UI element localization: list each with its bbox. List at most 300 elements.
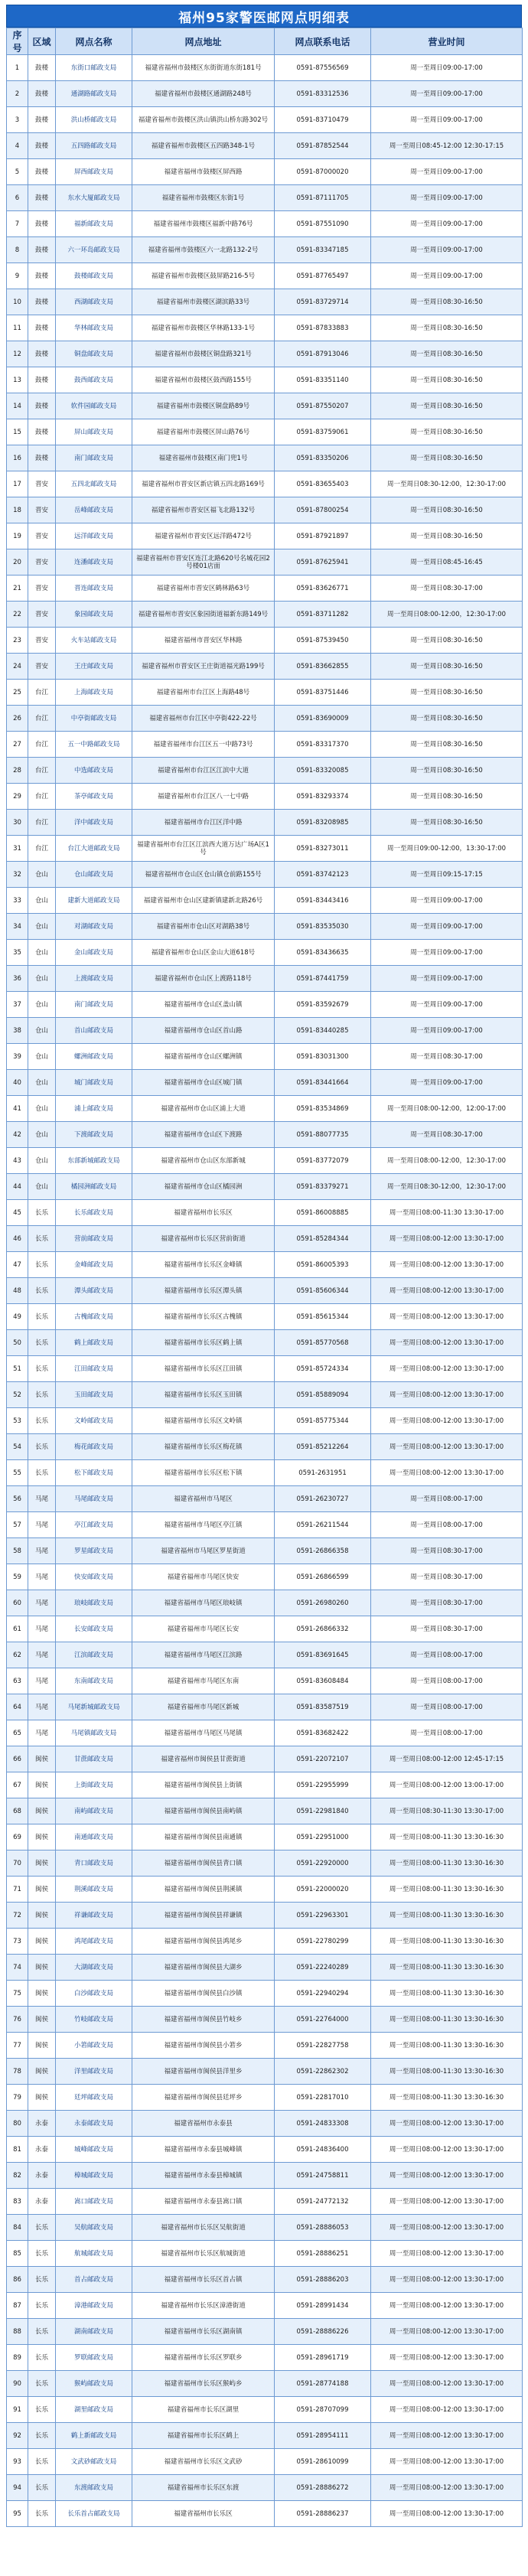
cell-hours: 周一至周日08:00-12:00 13:30-17:00 <box>371 2371 523 2397</box>
cell-district: 闽侯 <box>28 1903 56 1929</box>
cell-outlet-name: 竹岐邮政支局 <box>56 2007 132 2033</box>
cell-hours: 周一至周日08:00-12:00 13:30-17:00 <box>371 2215 523 2241</box>
cell-phone: 0591-86008885 <box>275 1200 371 1226</box>
cell-district: 鼓楼 <box>28 367 56 393</box>
cell-phone: 0591-86005393 <box>275 1252 371 1278</box>
cell-phone: 0591-83317370 <box>275 732 371 758</box>
cell-phone: 0591-83440285 <box>275 1018 371 1044</box>
cell-district: 闽侯 <box>28 1955 56 1981</box>
cell-outlet-name: 西湖邮政支局 <box>56 289 132 315</box>
cell-address: 福建省福州市闽侯县上街镇 <box>132 1772 275 1798</box>
cell-district: 鼓楼 <box>28 107 56 133</box>
cell-phone: 0591-83608484 <box>275 1668 371 1694</box>
cell-index: 79 <box>7 2085 28 2111</box>
cell-outlet-name: 荆溪邮政支局 <box>56 1877 132 1903</box>
cell-outlet-name: 湖里邮政支局 <box>56 2397 132 2423</box>
cell-hours: 周一至周日08:30-17:00 <box>371 1122 523 1148</box>
cell-phone: 0591-28886272 <box>275 2475 371 2501</box>
table-row <box>7 576 523 602</box>
cell-outlet-name: 中亭街邮政支局 <box>56 706 132 732</box>
cell-index: 55 <box>7 1460 28 1486</box>
cell-hours: 周一至周日09:00-17:00 <box>371 237 523 263</box>
cell-address: 福建省福州市马尾区长安 <box>132 1616 275 1642</box>
cell-outlet-name: 南通邮政支局 <box>56 1824 132 1850</box>
cell-hours: 周一至周日08:00-11:30 13:30-16:30 <box>371 1903 523 1929</box>
cell-address: 福建省福州市长乐区猴屿乡 <box>132 2371 275 2397</box>
cell-outlet-name: 浦上邮政支局 <box>56 1096 132 1122</box>
cell-address: 福建省福州市仓山区上渡路118号 <box>132 966 275 992</box>
table-row <box>7 133 523 159</box>
cell-hours: 周一至周日08:00-12:00 13:30-17:00 <box>371 1278 523 1304</box>
cell-outlet-name: 祥谦邮政支局 <box>56 1903 132 1929</box>
table-row <box>7 1408 523 1434</box>
cell-outlet-name: 甘蔗邮政支局 <box>56 1746 132 1772</box>
cell-index: 7 <box>7 211 28 237</box>
cell-index: 15 <box>7 419 28 445</box>
cell-phone: 0591-22862302 <box>275 2059 371 2085</box>
cell-index: 75 <box>7 1981 28 2007</box>
table-row <box>7 602 523 628</box>
cell-phone: 0591-85615344 <box>275 1304 371 1330</box>
cell-district: 鼓楼 <box>28 393 56 419</box>
cell-hours: 周一至周日08:30-16:50 <box>371 497 523 523</box>
table-row <box>7 2501 523 2527</box>
cell-phone: 0591-83662855 <box>275 654 371 680</box>
table-body <box>7 55 523 2527</box>
cell-phone: 0591-83710479 <box>275 107 371 133</box>
cell-index: 52 <box>7 1382 28 1408</box>
cell-hours: 周一至周日08:00-11:30 13:30-16:30 <box>371 2085 523 2111</box>
cell-outlet-name: 屏山邮政支局 <box>56 419 132 445</box>
cell-phone: 0591-83535030 <box>275 914 371 940</box>
cell-district: 永泰 <box>28 2163 56 2189</box>
cell-address: 福建省福州市台江区上海路48号 <box>132 680 275 706</box>
cell-outlet-name: 象园邮政支局 <box>56 602 132 628</box>
cell-district: 台江 <box>28 836 56 862</box>
cell-outlet-name: 岳峰邮政支局 <box>56 497 132 523</box>
cell-hours: 周一至周日08:00-12:00 13:30-17:00 <box>371 2189 523 2215</box>
cell-district: 鼓楼 <box>28 185 56 211</box>
cell-hours: 周一至周日08:00-11:30 13:30-16:30 <box>371 2033 523 2059</box>
cell-hours: 周一至周日08:30-17:00 <box>371 576 523 602</box>
cell-index: 25 <box>7 680 28 706</box>
cell-hours: 周一至周日09:00-17:00 <box>371 81 523 107</box>
table-row <box>7 497 523 523</box>
cell-hours: 周一至周日08:30-12:00，12:30-17:00 <box>371 1174 523 1200</box>
cell-hours: 周一至周日09:00-17:00 <box>371 159 523 185</box>
table-row <box>7 55 523 81</box>
table-row <box>7 549 523 576</box>
table-row <box>7 2163 523 2189</box>
cell-phone: 0591-83312536 <box>275 81 371 107</box>
cell-index: 84 <box>7 2215 28 2241</box>
cell-outlet-name: 樟城邮政支局 <box>56 2163 132 2189</box>
cell-district: 长乐 <box>28 2475 56 2501</box>
cell-address: 福建省福州市马尾区快安 <box>132 1564 275 1590</box>
cell-phone: 0591-26866599 <box>275 1564 371 1590</box>
cell-outlet-name: 东水大厦邮政支局 <box>56 185 132 211</box>
cell-district: 长乐 <box>28 2397 56 2423</box>
cell-index: 76 <box>7 2007 28 2033</box>
table-row <box>7 1460 523 1486</box>
cell-hours: 周一至周日08:00-12:00 13:00-17:00 <box>371 1772 523 1798</box>
cell-address: 福建省福州市马尾区东南 <box>132 1668 275 1694</box>
cell-index: 54 <box>7 1434 28 1460</box>
table-row <box>7 1018 523 1044</box>
table-row <box>7 211 523 237</box>
cell-district: 鼓楼 <box>28 211 56 237</box>
cell-hours: 周一至周日08:00-12:00 13:30-17:00 <box>371 1434 523 1460</box>
cell-district: 仓山 <box>28 966 56 992</box>
cell-hours: 周一至周日09:00-17:00 <box>371 1070 523 1096</box>
cell-hours: 周一至周日08:00-12:00 13:30-17:00 <box>371 1330 523 1356</box>
cell-phone: 0591-28961719 <box>275 2345 371 2371</box>
cell-address: 福建省福州市马尾区琅岐镇 <box>132 1590 275 1616</box>
cell-phone: 0591-22955999 <box>275 1772 371 1798</box>
cell-district: 闽侯 <box>28 1929 56 1955</box>
table-row <box>7 367 523 393</box>
cell-index: 14 <box>7 393 28 419</box>
table-row <box>7 393 523 419</box>
table-row <box>7 966 523 992</box>
cell-index: 37 <box>7 992 28 1018</box>
cell-hours: 周一至周日08:00-11:30 13:30-16:30 <box>371 1955 523 1981</box>
cell-index: 45 <box>7 1200 28 1226</box>
cell-hours: 周一至周日09:00-17:00 <box>371 888 523 914</box>
cell-outlet-name: 玉田邮政支局 <box>56 1382 132 1408</box>
cell-hours: 周一至周日09:00-17:00 <box>371 966 523 992</box>
table-row <box>7 1538 523 1564</box>
cell-index: 60 <box>7 1590 28 1616</box>
cell-address: 福建省福州市马尾区新城 <box>132 1694 275 1720</box>
cell-hours: 周一至周日08:00-11:30 13:30-17:00 <box>371 1200 523 1226</box>
cell-index: 11 <box>7 315 28 341</box>
cell-index: 64 <box>7 1694 28 1720</box>
cell-district: 闽侯 <box>28 1772 56 1798</box>
cell-outlet-name: 福新邮政支局 <box>56 211 132 237</box>
cell-district: 鼓楼 <box>28 289 56 315</box>
cell-district: 长乐 <box>28 2423 56 2449</box>
cell-hours: 周一至周日08:00-17:00 <box>371 1486 523 1512</box>
cell-phone: 0591-85889094 <box>275 1382 371 1408</box>
cell-index: 24 <box>7 654 28 680</box>
cell-hours: 周一至周日08:00-12:00 13:30-17:00 <box>371 2423 523 2449</box>
cell-hours: 周一至周日08:45-12:00 12:30-17:15 <box>371 133 523 159</box>
cell-index: 22 <box>7 602 28 628</box>
cell-address: 福建省福州市闽侯县竹岐乡 <box>132 2007 275 2033</box>
table-row <box>7 888 523 914</box>
cell-district: 仓山 <box>28 1148 56 1174</box>
cell-phone: 0591-26866358 <box>275 1538 371 1564</box>
cell-index: 10 <box>7 289 28 315</box>
cell-address: 福建省福州市鼓楼区通湖路248号 <box>132 81 275 107</box>
table-row <box>7 159 523 185</box>
cell-address: 福建省福州市马尾区亭江镇 <box>132 1512 275 1538</box>
cell-district: 台江 <box>28 732 56 758</box>
cell-district: 永泰 <box>28 2137 56 2163</box>
cell-index: 20 <box>7 549 28 576</box>
table-row <box>7 1096 523 1122</box>
cell-outlet-name: 台江大道邮政支局 <box>56 836 132 862</box>
cell-index: 18 <box>7 497 28 523</box>
cell-address: 福建省福州市闽侯县鸿尾乡 <box>132 1929 275 1955</box>
cell-district: 长乐 <box>28 2371 56 2397</box>
cell-district: 仓山 <box>28 1070 56 1096</box>
cell-outlet-name: 鼓西邮政支局 <box>56 367 132 393</box>
cell-index: 71 <box>7 1877 28 1903</box>
cell-phone: 0591-22827758 <box>275 2033 371 2059</box>
table-row <box>7 2189 523 2215</box>
cell-outlet-name: 东街口邮政支局 <box>56 55 132 81</box>
cell-phone: 0591-83293374 <box>275 784 371 810</box>
cell-hours: 周一至周日08:00-17:00 <box>371 1668 523 1694</box>
table-row <box>7 2007 523 2033</box>
cell-index: 39 <box>7 1044 28 1070</box>
table-title: 福州95家警医邮网点明细表 <box>178 10 350 26</box>
cell-address: 福建省福州市鼓楼区鼓西路155号 <box>132 367 275 393</box>
cell-index: 41 <box>7 1096 28 1122</box>
cell-phone: 0591-85724334 <box>275 1356 371 1382</box>
cell-phone: 0591-22981840 <box>275 1798 371 1824</box>
cell-district: 晋安 <box>28 471 56 497</box>
cell-outlet-name: 吴航邮政支局 <box>56 2215 132 2241</box>
cell-outlet-name: 金峰邮政支局 <box>56 1252 132 1278</box>
cell-address: 福建省福州市长乐区漳港街道 <box>132 2293 275 2319</box>
table-row <box>7 680 523 706</box>
cell-index: 83 <box>7 2189 28 2215</box>
cell-district: 鼓楼 <box>28 133 56 159</box>
cell-hours: 周一至周日08:30-12:00，12:30-17:00 <box>371 471 523 497</box>
cell-phone: 0591-28707099 <box>275 2397 371 2423</box>
cell-address: 福建省福州市闽侯县大湖乡 <box>132 1955 275 1981</box>
cell-index: 87 <box>7 2293 28 2319</box>
cell-hours: 周一至周日08:00-11:30 13:30-16:30 <box>371 1824 523 1850</box>
table-row <box>7 732 523 758</box>
cell-address: 福建省福州市仓山区盖山镇 <box>132 992 275 1018</box>
cell-address: 福建省福州市长乐区湖南镇 <box>132 2319 275 2345</box>
cell-address: 福建省福州市长乐区梅花镇 <box>132 1434 275 1460</box>
cell-phone: 0591-22951000 <box>275 1824 371 1850</box>
table-row <box>7 315 523 341</box>
cell-address: 福建省福州市仓山区首山路 <box>132 1018 275 1044</box>
cell-address: 福建省福州市鼓楼区铜盘路321号 <box>132 341 275 367</box>
cell-district: 闽侯 <box>28 2085 56 2111</box>
header-hours: 营业时间 <box>371 28 523 55</box>
cell-district: 马尾 <box>28 1486 56 1512</box>
cell-address: 福建省福州市仓山区建新镇建新北路26号 <box>132 888 275 914</box>
cell-index: 44 <box>7 1174 28 1200</box>
cell-district: 鼓楼 <box>28 445 56 471</box>
cell-hours: 周一至周日08:00-17:00 <box>371 1694 523 1720</box>
cell-district: 长乐 <box>28 1382 56 1408</box>
cell-hours: 周一至周日08:30-16:50 <box>371 523 523 549</box>
cell-hours: 周一至周日08:00-11:30 13:30-16:30 <box>371 2059 523 2085</box>
cell-outlet-name: 王庄邮政支局 <box>56 654 132 680</box>
cell-phone: 0591-83587519 <box>275 1694 371 1720</box>
cell-hours: 周一至周日08:00-12:00 13:30-17:00 <box>371 2345 523 2371</box>
cell-index: 82 <box>7 2163 28 2189</box>
cell-district: 晋安 <box>28 602 56 628</box>
cell-hours: 周一至周日08:00-12:00 13:30-17:00 <box>371 1356 523 1382</box>
cell-index: 67 <box>7 1772 28 1798</box>
cell-outlet-name: 首山邮政支局 <box>56 1018 132 1044</box>
cell-address: 福建省福州市长乐区金峰镇 <box>132 1252 275 1278</box>
cell-phone: 0591-83729714 <box>275 289 371 315</box>
cell-district: 长乐 <box>28 2267 56 2293</box>
cell-address: 福建省福州市晋安区连江北路620号名城花园2号楼01店面 <box>132 549 275 576</box>
table-row <box>7 263 523 289</box>
cell-address: 福建省福州市长乐区 <box>132 1200 275 1226</box>
cell-hours: 周一至周日08:00-17:00 <box>371 1642 523 1668</box>
cell-district: 马尾 <box>28 1564 56 1590</box>
cell-phone: 0591-83351140 <box>275 367 371 393</box>
cell-district: 晋安 <box>28 628 56 654</box>
table-row <box>7 2137 523 2163</box>
cell-phone: 0591-87800254 <box>275 497 371 523</box>
table-row <box>7 1850 523 1877</box>
cell-outlet-name: 上渡邮政支局 <box>56 966 132 992</box>
cell-hours: 周一至周日08:30-17:00 <box>371 1616 523 1642</box>
cell-outlet-name: 火车站邮政支局 <box>56 628 132 654</box>
cell-index: 89 <box>7 2345 28 2371</box>
cell-address: 福建省福州市闽侯县廷坪乡 <box>132 2085 275 2111</box>
cell-address: 福建省福州市仓山区螺洲镇 <box>132 1044 275 1070</box>
cell-index: 29 <box>7 784 28 810</box>
cell-phone: 0591-85606344 <box>275 1278 371 1304</box>
cell-index: 6 <box>7 185 28 211</box>
cell-outlet-name: 南门邮政支局 <box>56 445 132 471</box>
cell-index: 95 <box>7 2501 28 2527</box>
cell-index: 61 <box>7 1616 28 1642</box>
cell-district: 鼓楼 <box>28 419 56 445</box>
cell-outlet-name: 白沙邮政支局 <box>56 1981 132 2007</box>
table-row <box>7 2241 523 2267</box>
cell-phone: 0591-88077735 <box>275 1122 371 1148</box>
cell-hours: 周一至周日08:00-11:30 13:30-16:30 <box>371 2007 523 2033</box>
cell-district: 鼓楼 <box>28 81 56 107</box>
cell-phone: 0591-22240289 <box>275 1955 371 1981</box>
cell-address: 福建省福州市鼓楼区六一北路132-2号 <box>132 237 275 263</box>
cell-hours: 周一至周日09:00-17:00 <box>371 185 523 211</box>
table-row <box>7 289 523 315</box>
table-row <box>7 1070 523 1096</box>
cell-index: 12 <box>7 341 28 367</box>
cell-district: 台江 <box>28 706 56 732</box>
cell-address: 福建省福州市闽侯县青口镇 <box>132 1850 275 1877</box>
cell-index: 17 <box>7 471 28 497</box>
cell-address: 福建省福州市永泰县 <box>132 2111 275 2137</box>
cell-district: 鼓楼 <box>28 263 56 289</box>
cell-address: 福建省福州市长乐区 <box>132 2501 275 2527</box>
cell-index: 13 <box>7 367 28 393</box>
cell-address: 福建省福州市鼓楼区五四路348-1号 <box>132 133 275 159</box>
cell-phone: 0591-83655403 <box>275 471 371 497</box>
cell-hours: 周一至周日08:30-16:50 <box>371 810 523 836</box>
cell-outlet-name: 廷坪邮政支局 <box>56 2085 132 2111</box>
table-row <box>7 1616 523 1642</box>
cell-index: 34 <box>7 914 28 940</box>
cell-index: 3 <box>7 107 28 133</box>
cell-index: 36 <box>7 966 28 992</box>
table-row <box>7 419 523 445</box>
cell-hours: 周一至周日09:00-17:00 <box>371 1018 523 1044</box>
table-row <box>7 1304 523 1330</box>
cell-index: 1 <box>7 55 28 81</box>
cell-hours: 周一至周日08:30-11:30 13:30-17:00 <box>371 1798 523 1824</box>
cell-phone: 0591-22920000 <box>275 1850 371 1877</box>
cell-outlet-name: 连潘邮政支局 <box>56 549 132 576</box>
table-row <box>7 810 523 836</box>
cell-district: 仓山 <box>28 1018 56 1044</box>
cell-district: 晋安 <box>28 654 56 680</box>
table-row <box>7 628 523 654</box>
cell-district: 马尾 <box>28 1694 56 1720</box>
cell-index: 23 <box>7 628 28 654</box>
cell-address: 福建省福州市马尾区马尾镇 <box>132 1720 275 1746</box>
cell-district: 晋安 <box>28 549 56 576</box>
cell-outlet-name: 中选邮政支局 <box>56 758 132 784</box>
cell-hours: 周一至周日08:00-12:00 13:30-17:00 <box>371 2319 523 2345</box>
cell-outlet-name: 城峰邮政支局 <box>56 2137 132 2163</box>
cell-outlet-name: 洪山桥邮政支局 <box>56 107 132 133</box>
cell-district: 马尾 <box>28 1616 56 1642</box>
cell-district: 马尾 <box>28 1642 56 1668</box>
cell-outlet-name: 青口邮政支局 <box>56 1850 132 1877</box>
cell-address: 福建省福州市台江区江滨西大道万达广场A区1号 <box>132 836 275 862</box>
table-row <box>7 341 523 367</box>
cell-hours: 周一至周日08:30-16:50 <box>371 367 523 393</box>
table-row <box>7 471 523 497</box>
cell-district: 晋安 <box>28 576 56 602</box>
table-row <box>7 1382 523 1408</box>
cell-address: 福建省福州市闽侯县荆溪镇 <box>132 1877 275 1903</box>
cell-district: 长乐 <box>28 2345 56 2371</box>
cell-address: 福建省福州市仓山区对湖路38号 <box>132 914 275 940</box>
cell-address: 福建省福州市闽侯县小箬乡 <box>132 2033 275 2059</box>
cell-district: 台江 <box>28 810 56 836</box>
cell-phone: 0591-22780299 <box>275 1929 371 1955</box>
cell-hours: 周一至周日08:00-12:00 13:30-17:00 <box>371 1382 523 1408</box>
cell-hours: 周一至周日08:30-16:50 <box>371 628 523 654</box>
cell-index: 31 <box>7 836 28 862</box>
cell-outlet-name: 快安邮政支局 <box>56 1564 132 1590</box>
cell-hours: 周一至周日09:00-17:00 <box>371 992 523 1018</box>
cell-address: 福建省福州市台江区江滨中大道 <box>132 758 275 784</box>
table-row <box>7 1877 523 1903</box>
cell-district: 仓山 <box>28 914 56 940</box>
cell-outlet-name: 罗星邮政支局 <box>56 1538 132 1564</box>
cell-index: 42 <box>7 1122 28 1148</box>
cell-hours: 周一至周日08:00-12:00，12:30-17:00 <box>371 602 523 628</box>
cell-address: 福建省福州市长乐区古槐镇 <box>132 1304 275 1330</box>
cell-district: 晋安 <box>28 523 56 549</box>
table-row <box>7 237 523 263</box>
cell-index: 32 <box>7 862 28 888</box>
table-row <box>7 1955 523 1981</box>
cell-outlet-name: 漳港邮政支局 <box>56 2293 132 2319</box>
cell-address: 福建省福州市鼓楼区铜盘路89号 <box>132 393 275 419</box>
outlet-table <box>6 28 523 2527</box>
table-row <box>7 1330 523 1356</box>
cell-address: 福建省福州市马尾区江滨路 <box>132 1642 275 1668</box>
cell-hours: 周一至周日08:00-12:00 13:30-17:00 <box>371 2111 523 2137</box>
cell-hours: 周一至周日08:00-12:00，12:00-17:00 <box>371 1096 523 1122</box>
cell-district: 闽侯 <box>28 1798 56 1824</box>
table-row <box>7 836 523 862</box>
cell-district: 长乐 <box>28 1200 56 1226</box>
cell-phone: 0591-83534869 <box>275 1096 371 1122</box>
cell-outlet-name: 南门邮政支局 <box>56 992 132 1018</box>
